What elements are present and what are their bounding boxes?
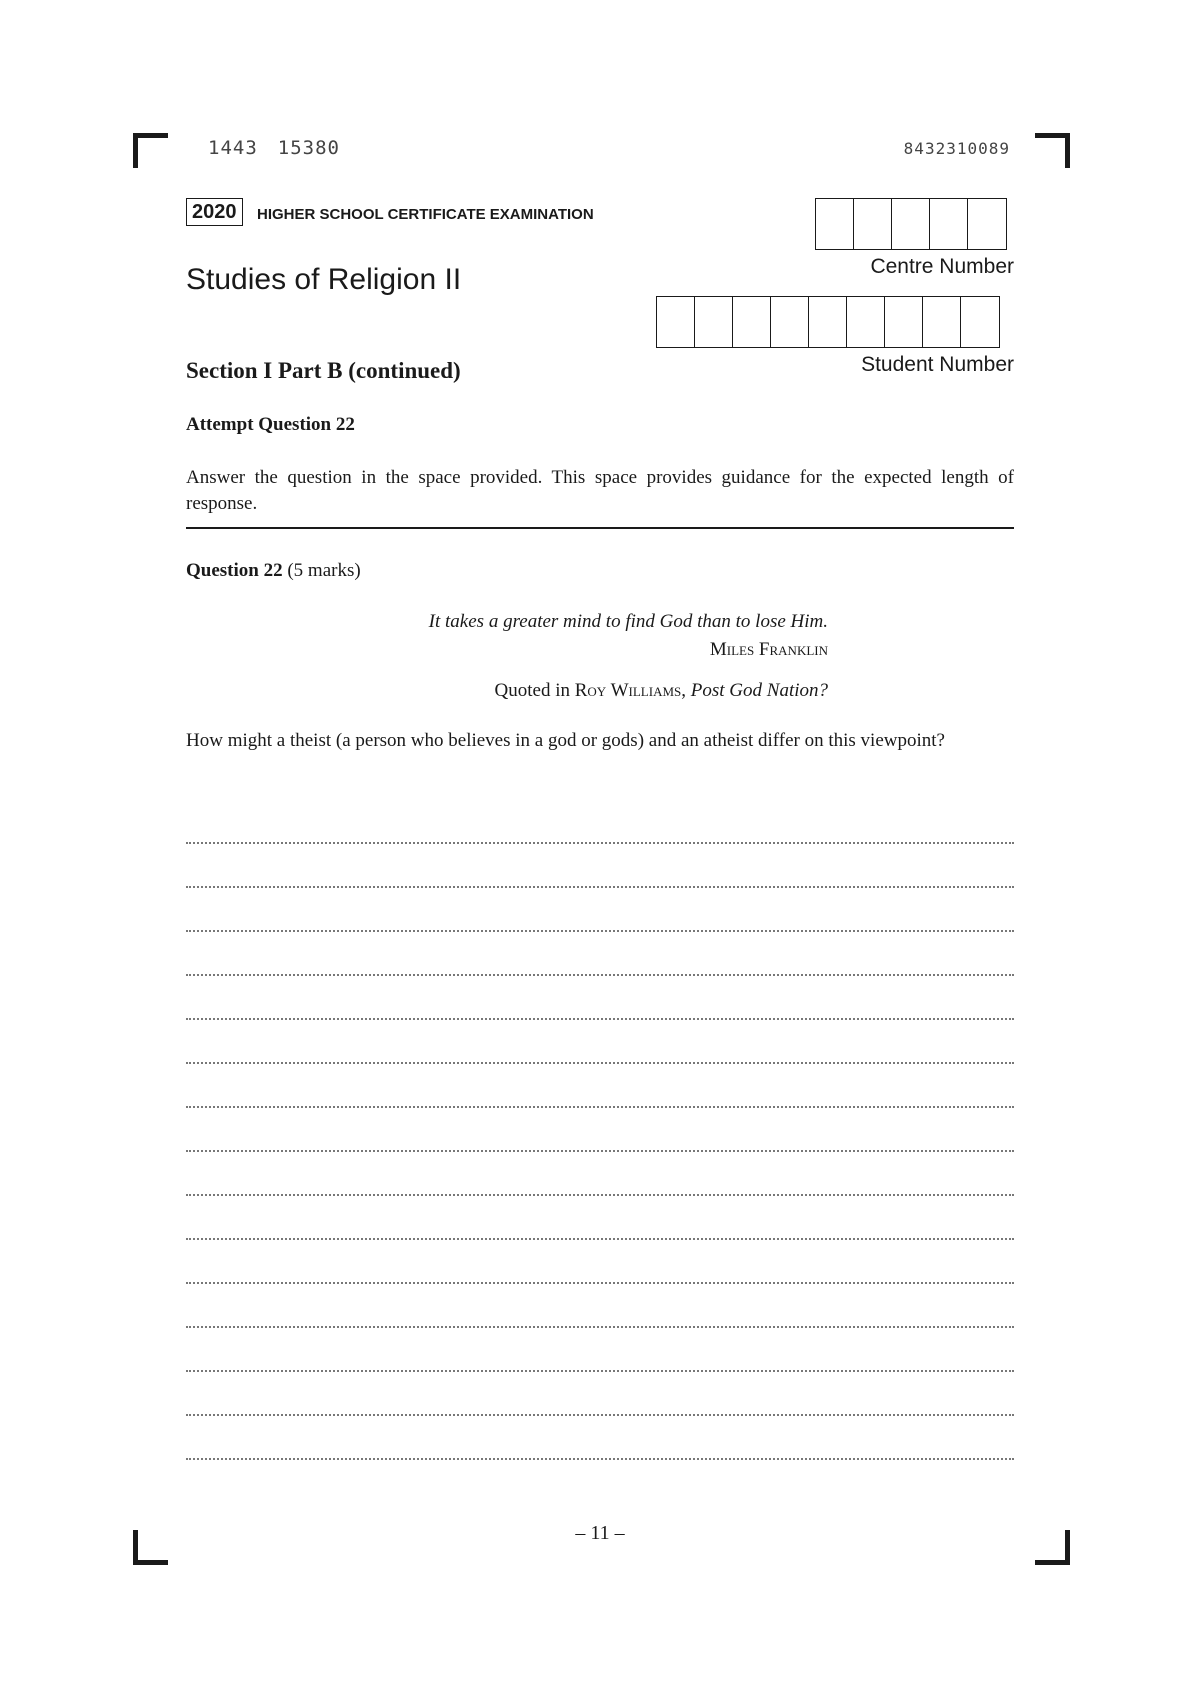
answer-line[interactable] [186, 1108, 1014, 1152]
student-number-digit-box[interactable] [771, 297, 809, 347]
exam-year: 2020 [186, 198, 243, 226]
answer-line[interactable] [186, 800, 1014, 844]
answer-line[interactable] [186, 1196, 1014, 1240]
student-number-digit-box[interactable] [885, 297, 923, 347]
paper-code-left [208, 137, 340, 159]
crop-mark-top-left [133, 133, 168, 168]
answer-line[interactable] [186, 888, 1014, 932]
crop-mark-bottom-left [133, 1530, 168, 1565]
question-prompt: How might a theist (a person who believes in a god or gods) and an atheist differ on this viewpoint? [186, 730, 945, 751]
student-number-label: Student Number [861, 353, 1014, 376]
centre-number-boxes[interactable] [815, 198, 1007, 250]
paper-code-1: 1443 [208, 137, 258, 159]
answer-area[interactable] [186, 800, 1014, 1460]
centre-number-digit-box[interactable] [968, 199, 1006, 249]
paper-code-2: 15380 [277, 137, 340, 159]
answer-line[interactable] [186, 932, 1014, 976]
answer-line[interactable] [186, 1240, 1014, 1284]
question-marks: (5 marks) [287, 560, 361, 581]
centre-number-digit-box[interactable] [854, 199, 892, 249]
student-number-digit-box[interactable] [809, 297, 847, 347]
question-heading [186, 560, 361, 582]
answer-line[interactable] [186, 1064, 1014, 1108]
centre-number-digit-box[interactable] [816, 199, 854, 249]
crop-mark-top-right [1035, 133, 1070, 168]
centre-number-label: Centre Number [870, 255, 1014, 278]
student-number-digit-box[interactable] [657, 297, 695, 347]
answer-line[interactable] [186, 1020, 1014, 1064]
section-title: Section I Part B (continued) [186, 358, 461, 383]
page-number: – 11 – [575, 1522, 625, 1544]
quote-author: Miles Franklin [709, 639, 828, 660]
quote-text: It takes a greater mind to find God than to lose Him. [428, 611, 828, 632]
centre-number-digit-box[interactable] [930, 199, 968, 249]
student-number-digit-box[interactable] [733, 297, 771, 347]
paper-barcode-number: 8432310089 [903, 139, 1010, 158]
subject-title: Studies of Religion II [186, 263, 462, 296]
attempt-instruction: Attempt Question 22 [186, 414, 355, 435]
quote-source-prefix: Quoted in [494, 680, 570, 701]
student-number-boxes[interactable] [656, 296, 1000, 348]
answer-line[interactable] [186, 1284, 1014, 1328]
question-label: Question 22 [186, 560, 283, 581]
student-number-digit-box[interactable] [961, 297, 999, 347]
answer-instructions: Answer the question in the space provided. This space provides guidance for the expected length of response. [186, 467, 1014, 514]
student-number-digit-box[interactable] [695, 297, 733, 347]
quote-source-title: Post God Nation? [690, 680, 828, 701]
exam-title: HIGHER SCHOOL CERTIFICATE EXAMINATION [257, 206, 594, 223]
crop-mark-bottom-right [1035, 1530, 1070, 1565]
quote-source [300, 680, 828, 702]
answer-line[interactable] [186, 844, 1014, 888]
section-divider [186, 527, 1014, 529]
answer-line[interactable] [186, 1416, 1014, 1460]
answer-line[interactable] [186, 1328, 1014, 1372]
answer-line[interactable] [186, 1372, 1014, 1416]
answer-line[interactable] [186, 1152, 1014, 1196]
student-number-digit-box[interactable] [847, 297, 885, 347]
quote-source-author: Roy Williams, [574, 680, 687, 701]
answer-line[interactable] [186, 976, 1014, 1020]
centre-number-digit-box[interactable] [892, 199, 930, 249]
student-number-digit-box[interactable] [923, 297, 961, 347]
